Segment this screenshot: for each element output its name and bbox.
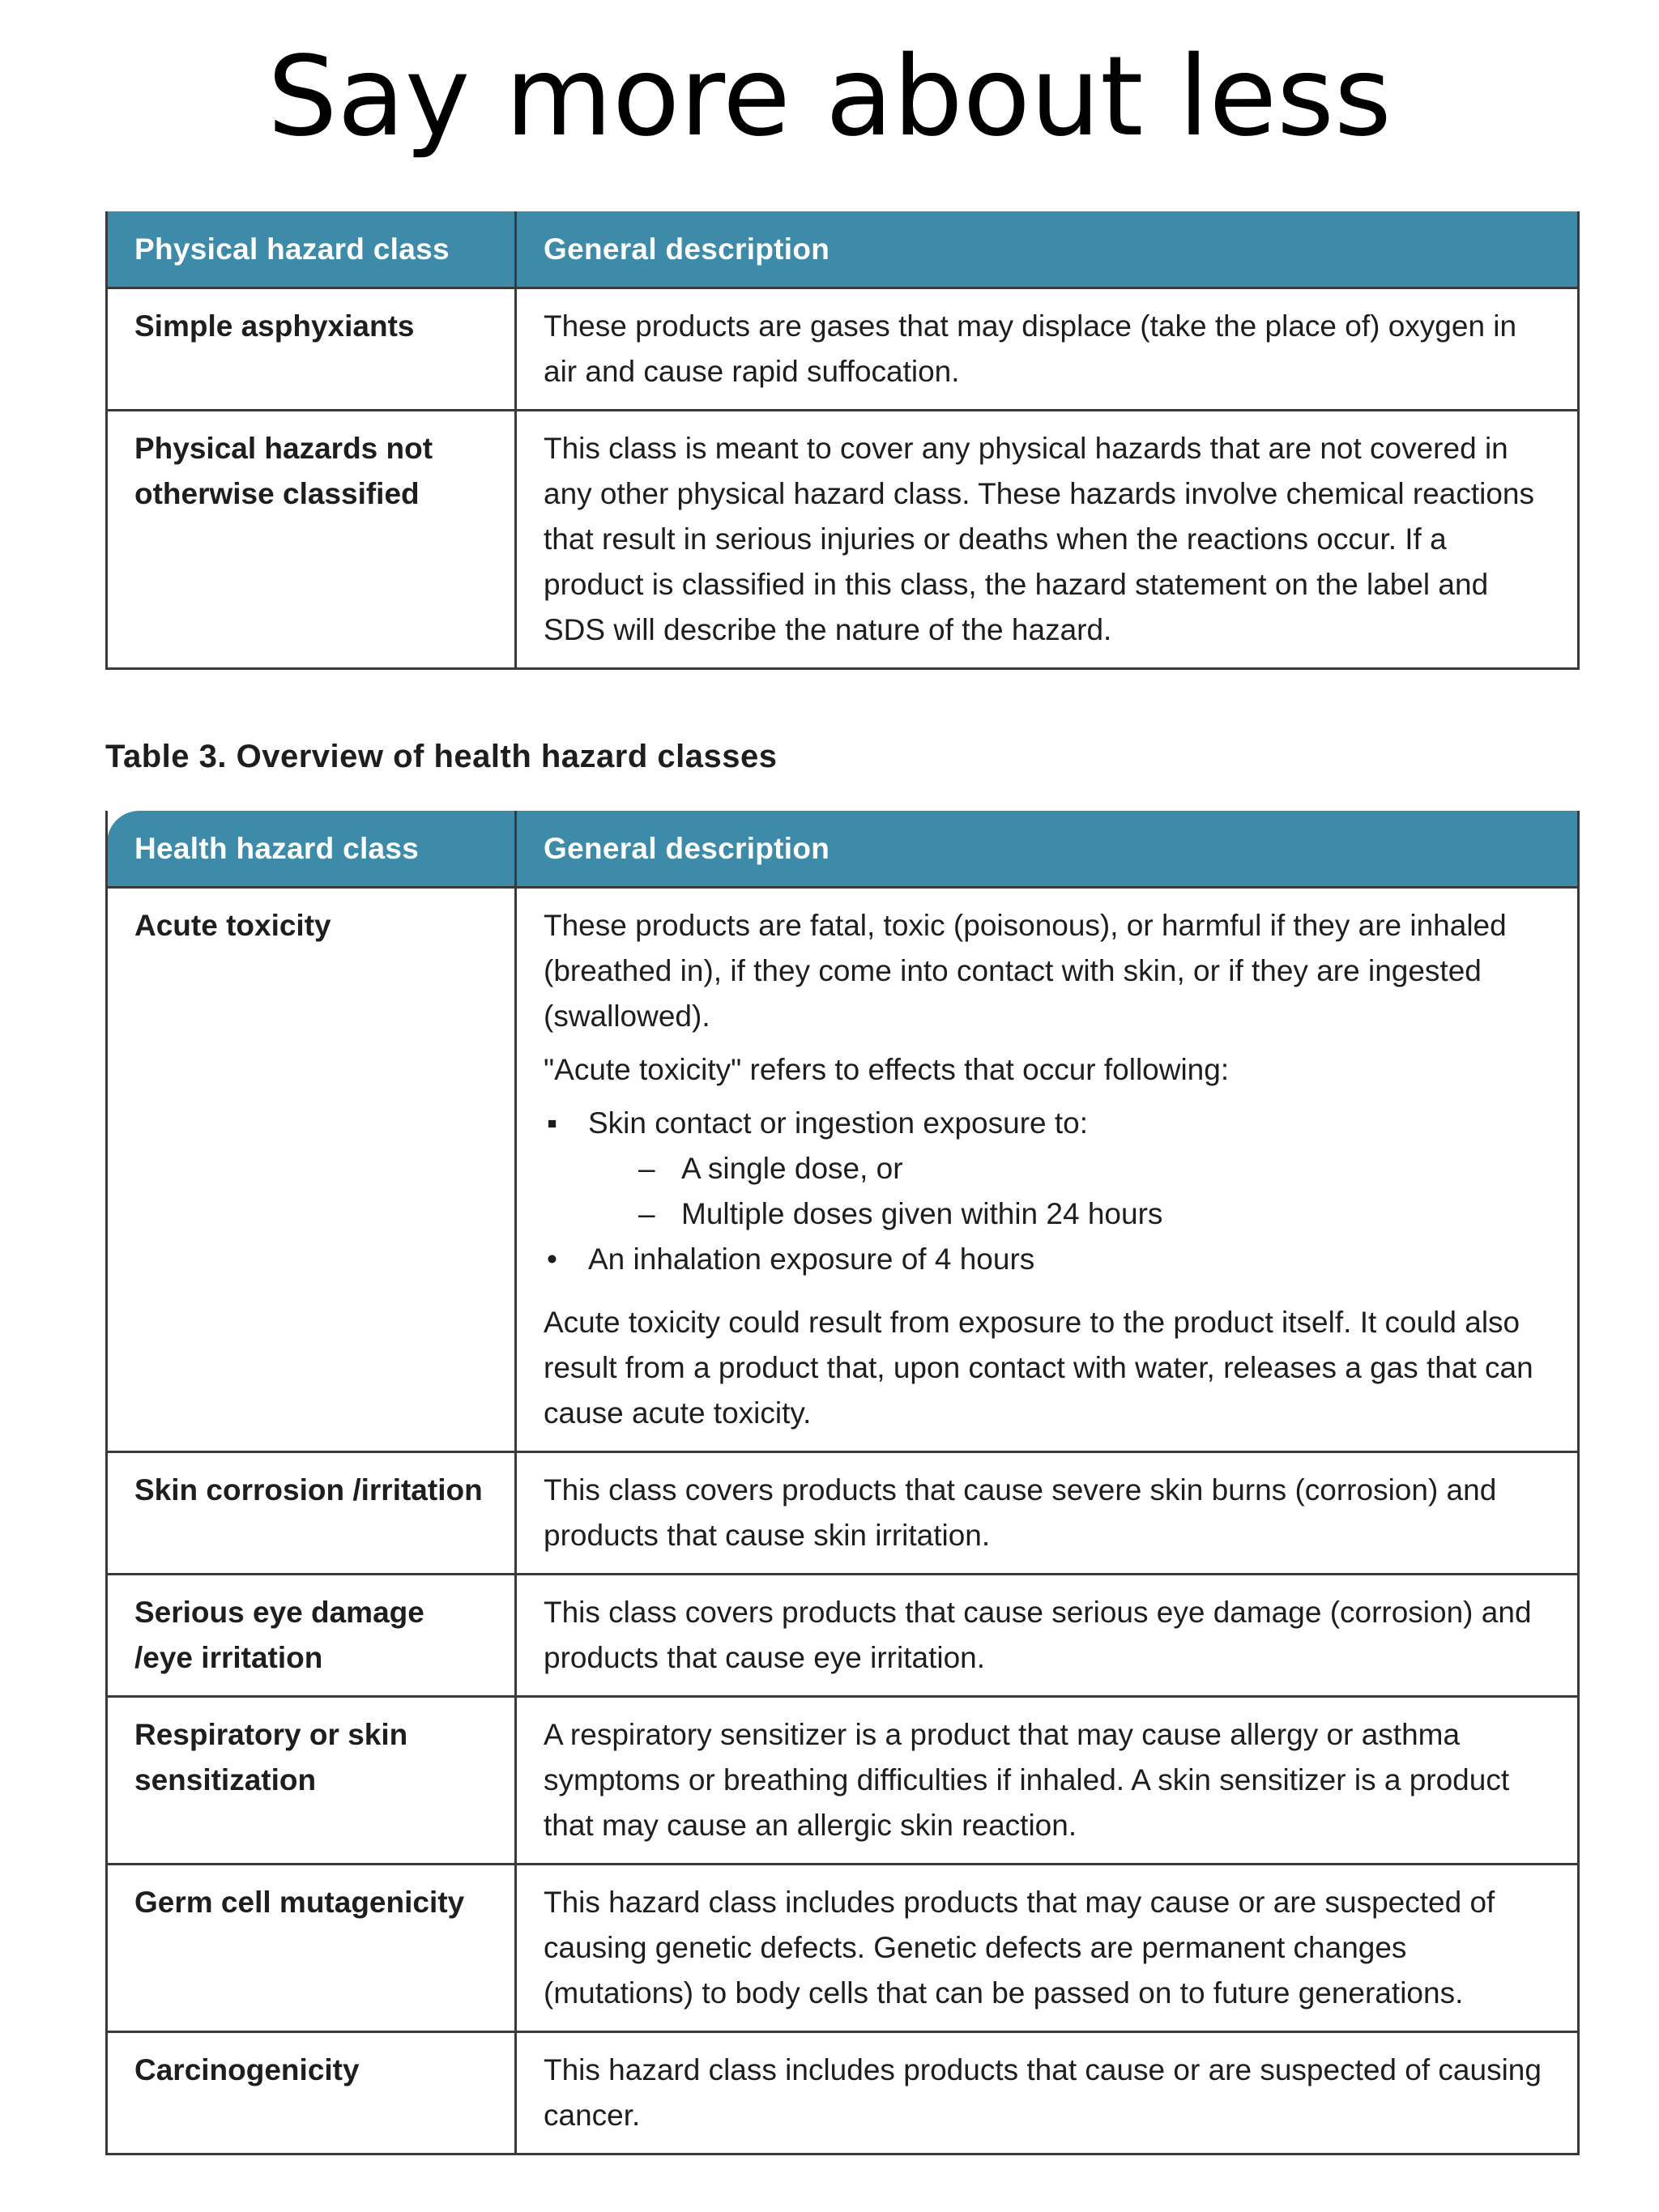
table-caption: Table 3. Overview of health hazard classes bbox=[105, 739, 778, 774]
hazard-description-cell: This class is meant to cover any physical hazards that are not covered in any other physical hazard class. These hazards involve chemical reactions that result in serious injuries or deaths when the reactions occur. If a product is classified in this class, the hazard statement on the label and SDS will describe the nature of the hazard. bbox=[516, 411, 1579, 669]
list-item-text: An inhalation exposure of 4 hours bbox=[588, 1242, 1035, 1276]
hazard-description-cell bbox=[516, 888, 1579, 1452]
hazard-description-cell: This class covers products that cause severe skin burns (corrosion) and products that cause skin irritation. bbox=[516, 1452, 1579, 1575]
hazard-description-cell: A respiratory sensitizer is a product that may cause allergy or asthma symptoms or breathing difficulties if inhaled. A skin sensitizer is a product that may cause an allergic skin reaction. bbox=[516, 1697, 1579, 1865]
hazard-class-cell: Acute toxicity bbox=[107, 888, 516, 1452]
list-item bbox=[588, 1191, 1550, 1237]
table-row bbox=[107, 1575, 1579, 1697]
table-row bbox=[107, 288, 1579, 411]
list-item-text: Multiple doses given within 24 hours bbox=[681, 1197, 1163, 1230]
bullet-list bbox=[544, 1101, 1550, 1282]
hazard-description-cell: This class covers products that cause serious eye damage (corrosion) and products that cause eye irritation. bbox=[516, 1575, 1579, 1697]
hazard-description-cell: These products are gases that may displace (take the place of) oxygen in air and cause rapid suffocation. bbox=[516, 288, 1579, 411]
list-item bbox=[544, 1237, 1550, 1282]
hazard-class-cell: Skin corrosion /irritation bbox=[107, 1452, 516, 1575]
hazard-class-cell: Germ cell mutagenicity bbox=[107, 1865, 516, 2032]
table-row bbox=[107, 2032, 1579, 2154]
table-row bbox=[107, 888, 1579, 1452]
column-header-description: General description bbox=[516, 811, 1579, 888]
column-header-description: General description bbox=[516, 211, 1579, 288]
table-header-row bbox=[107, 811, 1579, 888]
bullet-icon: • bbox=[547, 1242, 557, 1276]
dash-icon: – bbox=[638, 1197, 655, 1230]
table-row bbox=[107, 1452, 1579, 1575]
sub-list bbox=[588, 1146, 1550, 1237]
description-paragraph: "Acute toxicity" refers to effects that occur following: bbox=[544, 1053, 1230, 1086]
table-row bbox=[107, 411, 1579, 669]
hazard-class-cell: Carcinogenicity bbox=[107, 2032, 516, 2154]
hazard-description-cell: This hazard class includes products that cause or are suspected of causing cancer. bbox=[516, 2032, 1579, 2154]
health-hazard-table bbox=[105, 811, 1580, 2155]
hazard-description-cell: This hazard class includes products that may cause or are suspected of causing genetic defects. Genetic defects are permanent changes (mutations) to body cells that can be passed on to future generations. bbox=[516, 1865, 1579, 2032]
description-paragraph: Acute toxicity could result from exposure to the product itself. It could also result from a product that, upon contact with water, releases a gas that can cause acute toxicity. bbox=[544, 1306, 1533, 1430]
dash-icon: – bbox=[638, 1152, 655, 1185]
list-item bbox=[544, 1101, 1550, 1237]
hazard-class-cell: Respiratory or skin sensitization bbox=[107, 1697, 516, 1865]
hazard-class-cell: Physical hazards not otherwise classified bbox=[107, 411, 516, 669]
list-item-text: A single dose, or bbox=[681, 1152, 903, 1185]
physical-hazard-table bbox=[105, 211, 1580, 670]
list-item bbox=[588, 1146, 1550, 1191]
table-row bbox=[107, 1865, 1579, 2032]
bullet-icon: ▪ bbox=[547, 1106, 558, 1140]
description-paragraph: These products are fatal, toxic (poisonous), or harmful if they are inhaled (breathed in), if they come into contact with skin, or if they are ingested (swallowed). bbox=[544, 909, 1507, 1033]
column-header-class: Health hazard class bbox=[107, 811, 516, 888]
table-row bbox=[107, 1697, 1579, 1865]
hazard-class-cell: Serious eye damage /eye irritation bbox=[107, 1575, 516, 1697]
list-item-text: Skin contact or ingestion exposure to: bbox=[588, 1106, 1089, 1140]
column-header-class: Physical hazard class bbox=[107, 211, 516, 288]
hazard-class-cell: Simple asphyxiants bbox=[107, 288, 516, 411]
slide-title: Say more about less bbox=[267, 33, 1392, 161]
table-header-row bbox=[107, 211, 1579, 288]
